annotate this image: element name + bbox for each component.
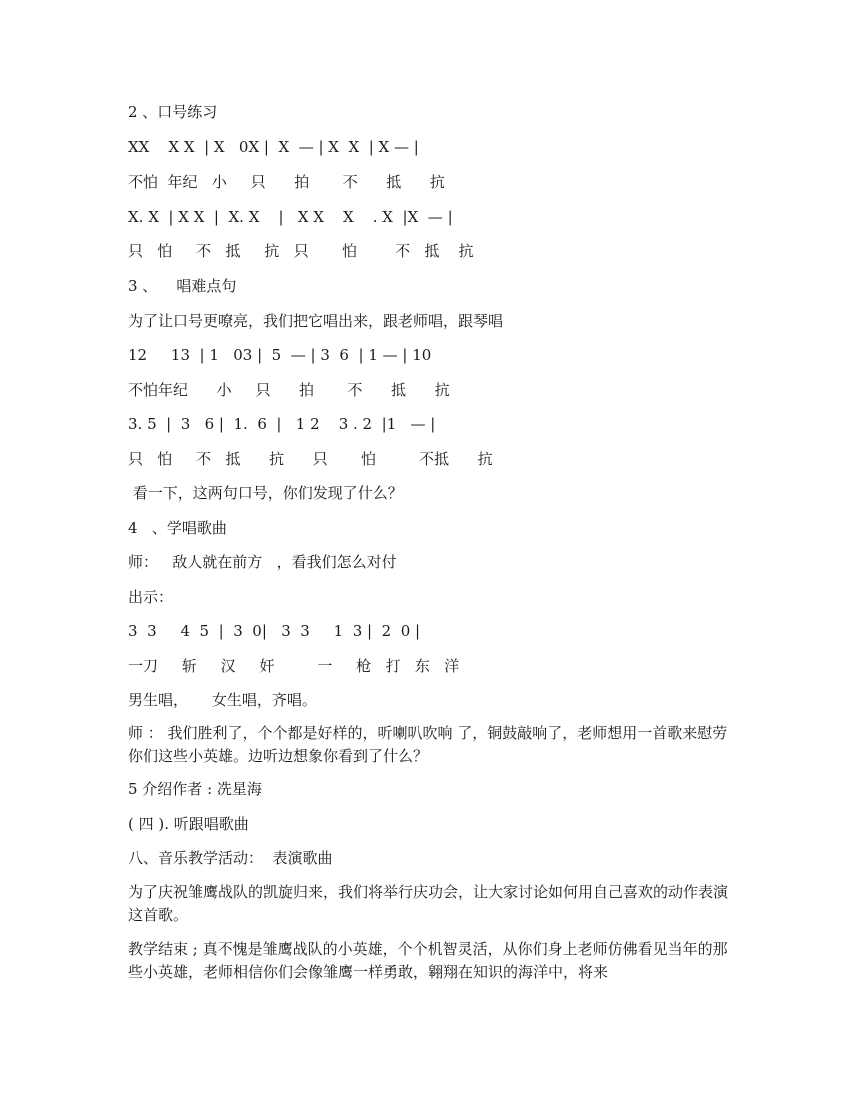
lyric-line: 不怕 年纪 小 只 拍 不 抵 抗 [128, 173, 445, 191]
question-text: 看一下，这两句口号，你们发现了什么？ [128, 484, 403, 502]
closing-paragraph: 教学结束 ; 真不愧是雏鹰战队的小英雄，个个机智灵活，从你们身上老师仿佛看见当年的那些小英雄，老师相信你们会像雏鹰一样勇敢，翱翔在知识的海洋中，将来 [128, 940, 728, 981]
melody-notation-line: 12 13 | 1 03 | 5 — | 3 6 | 1 — | 10 [128, 346, 432, 364]
author-intro: 5 介绍作者 : 冼星海 [128, 780, 262, 798]
melody-notation-line: 3. 5 | 3 6 | 1. 6 | 1 2 3 . 2 |1 — | [128, 415, 436, 433]
show-label: 出示： [128, 588, 174, 606]
section-heading-learn-song: 4 、学唱歌曲 [128, 519, 227, 537]
section-heading-slogan-practice: 2 、口号练习 [128, 103, 218, 121]
lyric-line: 不怕年纪 小 只 拍 不 抵 抗 [128, 381, 450, 399]
teacher-paragraph: 师 ： 我们胜利了，个个都是好样的，听喇叭吹响 了，铜鼓敲响了，老师想用一首歌来慰劳你们这些小英雄。边听边想象你看到了什么？ [128, 724, 728, 765]
rhythm-notation-line: X. X | X X | X. X | X X X . X |X — | [128, 208, 453, 226]
melody-notation-line: 3 3 4 5 | 3 0| 3 3 1 3 | 2 0 | [128, 622, 421, 640]
singing-instruction: 男生唱， 女生唱，齐唱。 [128, 691, 317, 709]
rhythm-notation-line: XX X X | X 0X | X — | X X | X — | [128, 138, 419, 156]
section-heading-difficult-phrase: 3 、 唱难点句 [128, 277, 237, 295]
paragraph-text: 为了让口号更嘹亮，我们把它唱出来，跟老师唱，跟琴唱 [128, 312, 504, 330]
teacher-line: 师： 敌人就在前方 ，看我们怎么对付 [128, 553, 397, 571]
lyric-line: 只 怕 不 抵 抗 只 怕 不抵 抗 [128, 450, 493, 468]
subsection-listen-sing: ( 四 ). 听跟唱歌曲 [128, 815, 249, 833]
section-heading-performance: 八、音乐教学活动： 表演歌曲 [128, 849, 333, 867]
lyric-line: 只 怕 不 抵 抗 只 怕 不 抵 抗 [128, 242, 474, 260]
lyric-line: 一刀 斩 汉 奸 一 枪 打 东 洋 [128, 657, 460, 675]
paragraph-text: 为了庆祝雏鹰战队的凯旋归来，我们将举行庆功会，让大家讨论如何用自己喜欢的动作表演这首歌。 [128, 883, 729, 924]
